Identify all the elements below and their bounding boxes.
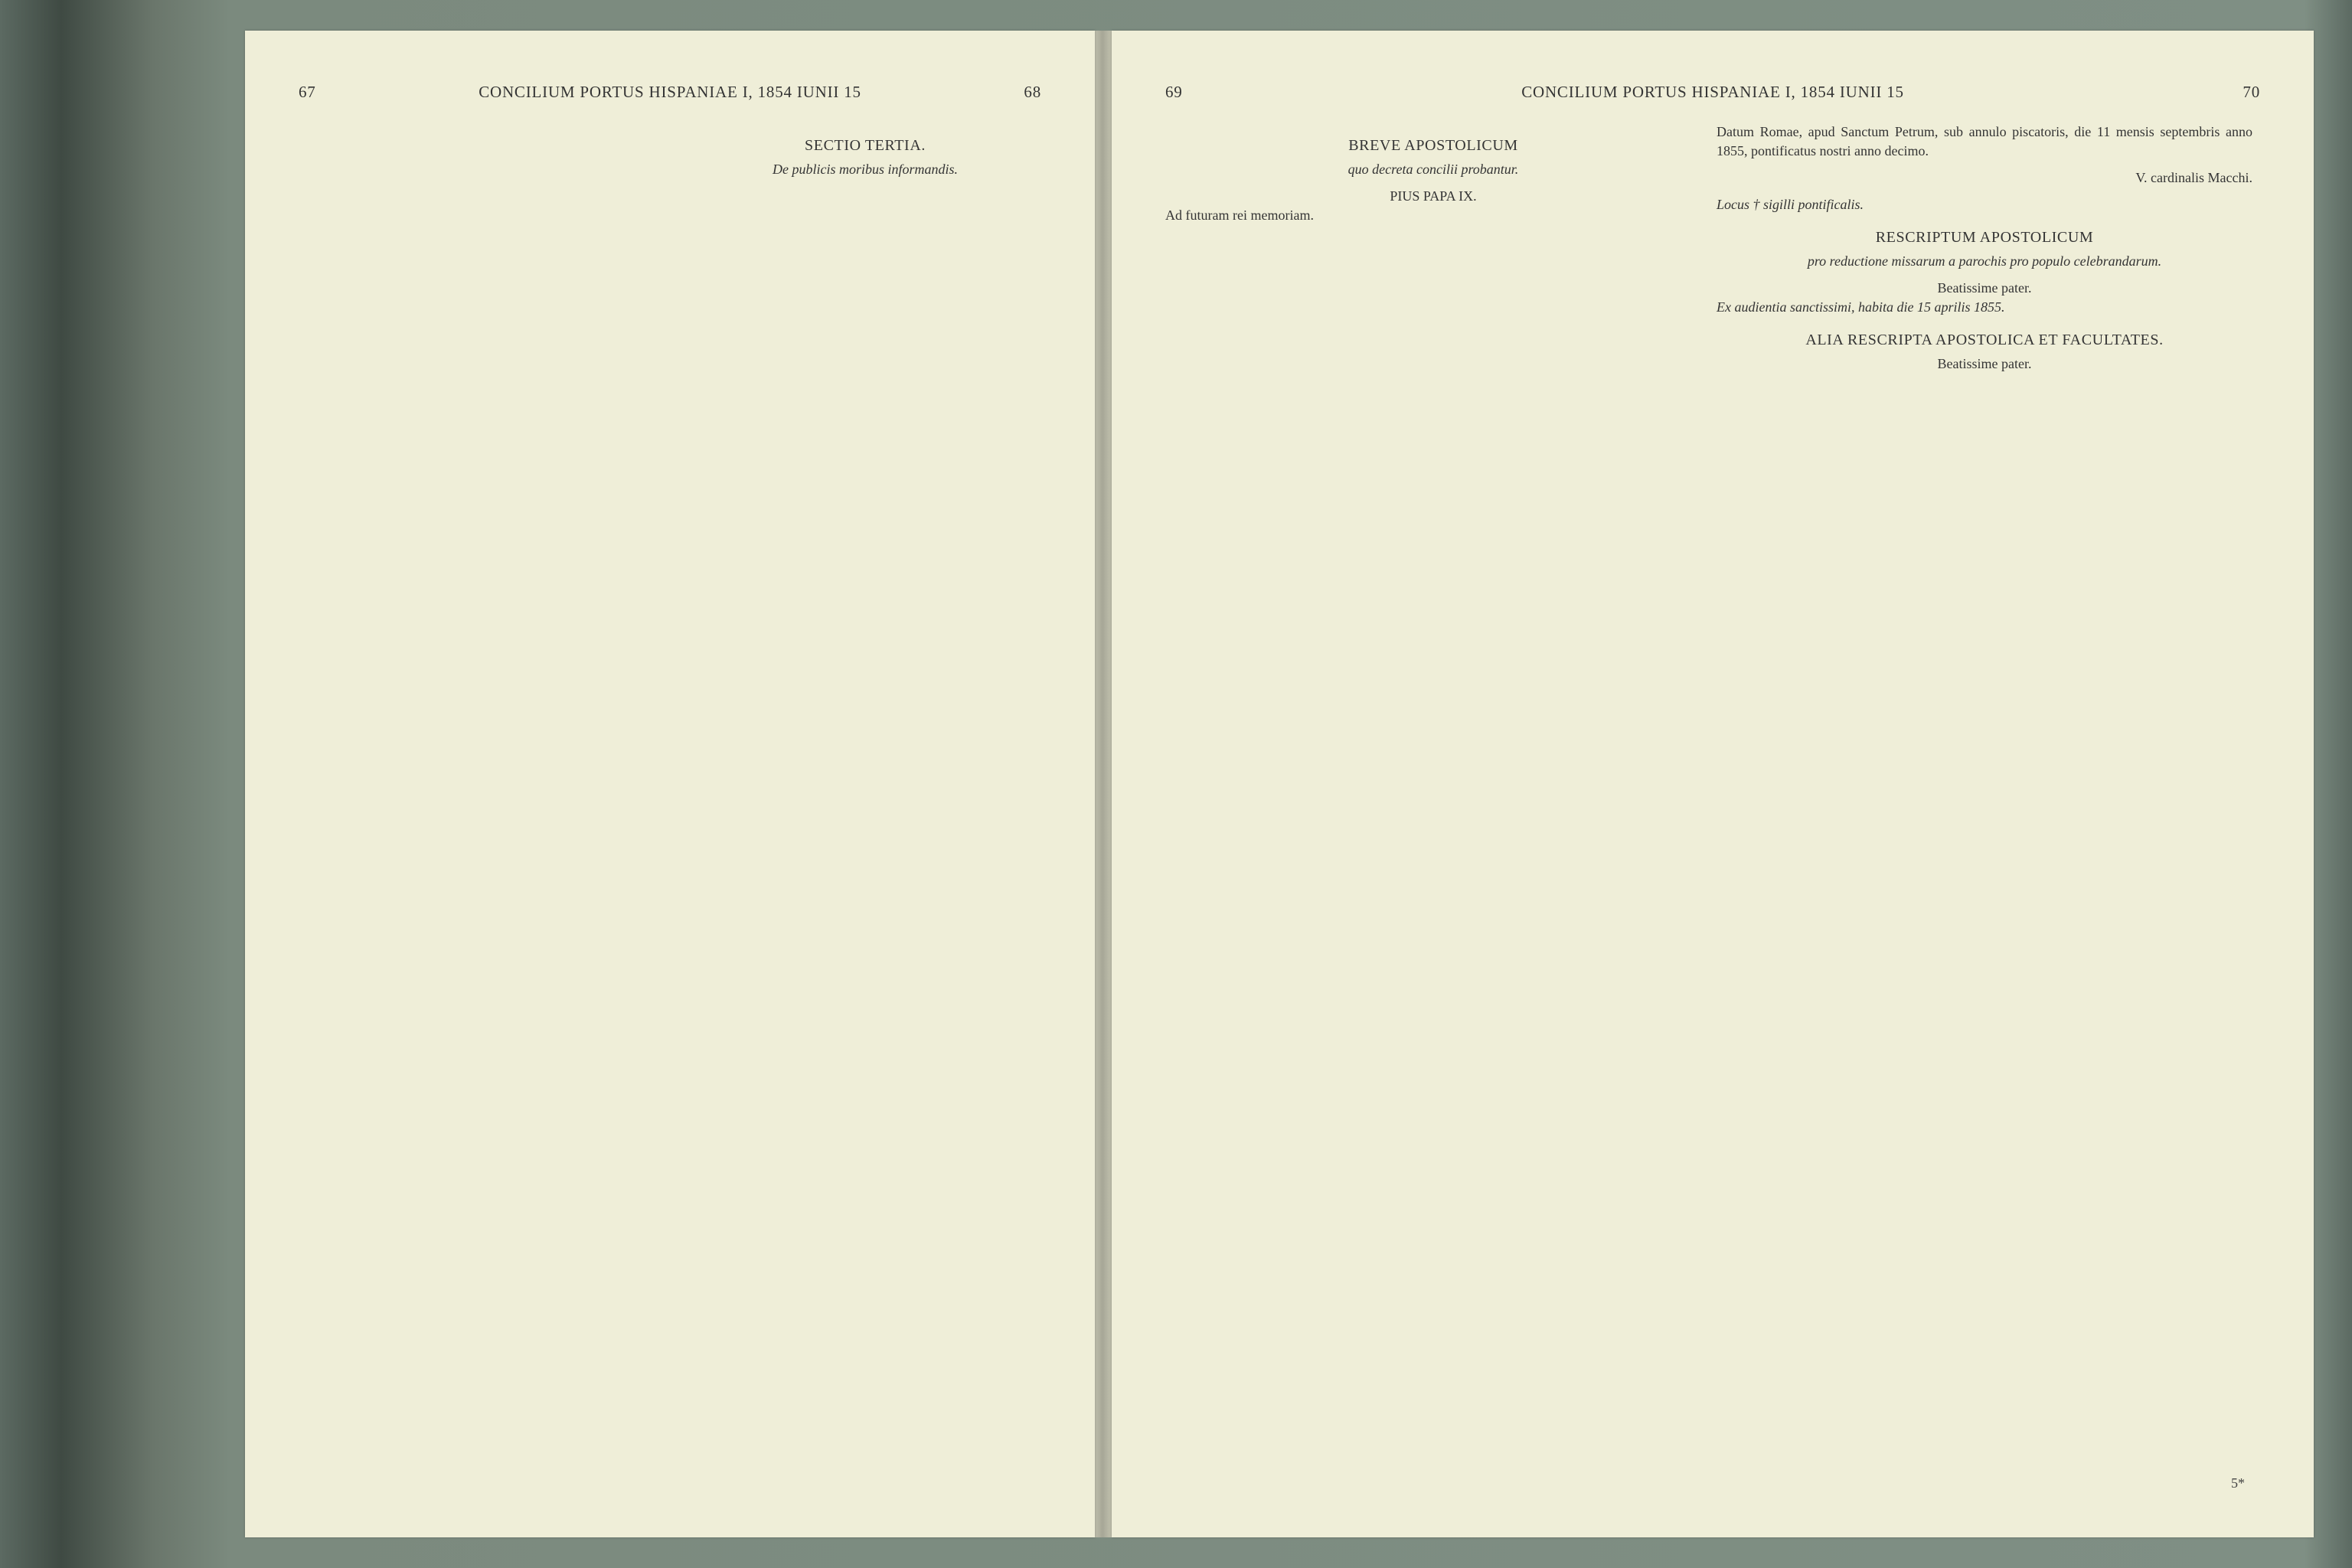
section-title: SECTIO TERTIA. — [805, 137, 926, 154]
breve-subtitle: quo decreta concilii probantur. — [1348, 162, 1519, 177]
left-page-header — [299, 77, 1041, 107]
right-page-running-title: CONCILIUM PORTUS HISPANIAE I, 1854 IUNII 15 — [1521, 82, 1904, 101]
left-page-column-2 — [681, 122, 1049, 1446]
breve-opening: Ad futuram rei memoriam. — [1165, 207, 1314, 223]
section-subtitle: De publicis moribus informandis. — [772, 162, 958, 177]
alia-title: ALIA RESCRIPTA APOSTOLICA ET FACULTATES. — [1805, 332, 2164, 348]
right-page-folio-a: 69 — [1165, 82, 1183, 101]
left-page-folio-b: 68 — [1024, 82, 1041, 101]
breve-author: PIUS PAPA IX. — [1390, 188, 1477, 204]
left-page — [245, 31, 1095, 1537]
audience-line: Ex audientia sanctissimi, habita die 15 aprilis 1855. — [1717, 299, 2005, 315]
left-page-column-1 — [299, 122, 666, 1446]
rescriptum-seal: Locus † sigilli pontificalis. — [1717, 197, 1864, 212]
right-page-folio-b: 70 — [2243, 82, 2260, 101]
left-page-folio-a: 67 — [299, 82, 316, 101]
right-page-column-2 — [1717, 122, 2252, 1446]
right-page — [1112, 31, 2314, 1537]
book-gutter — [1092, 31, 1113, 1537]
right-page-header — [1165, 77, 2260, 107]
breve-title: BREVE APOSTOLICUM — [1348, 137, 1518, 154]
rescriptum-salutation: Beatissime pater. — [1937, 280, 2032, 296]
left-page-running-title: CONCILIUM PORTUS HISPANIAE I, 1854 IUNII 15 — [479, 82, 861, 101]
rescriptum-subtitle: pro reductione missarum a parochis pro populo celebrandarum. — [1807, 253, 2162, 269]
rescriptum-closing-date: Datum Romae, apud Sanctum Petrum, sub annulo piscatoris, die 11 mensis septembris anno 1855, pontificatus nostri anno decimo. — [1717, 124, 2252, 158]
right-page-column-1 — [1165, 122, 1701, 1446]
rescriptum-signature: V. cardinalis Macchi. — [2135, 170, 2252, 185]
rescriptum-title: RESCRIPTUM APOSTOLICUM — [1875, 229, 2094, 246]
alia-salutation: Beatissime pater. — [1937, 356, 2032, 371]
signature-mark: 5* — [2231, 1475, 2245, 1491]
